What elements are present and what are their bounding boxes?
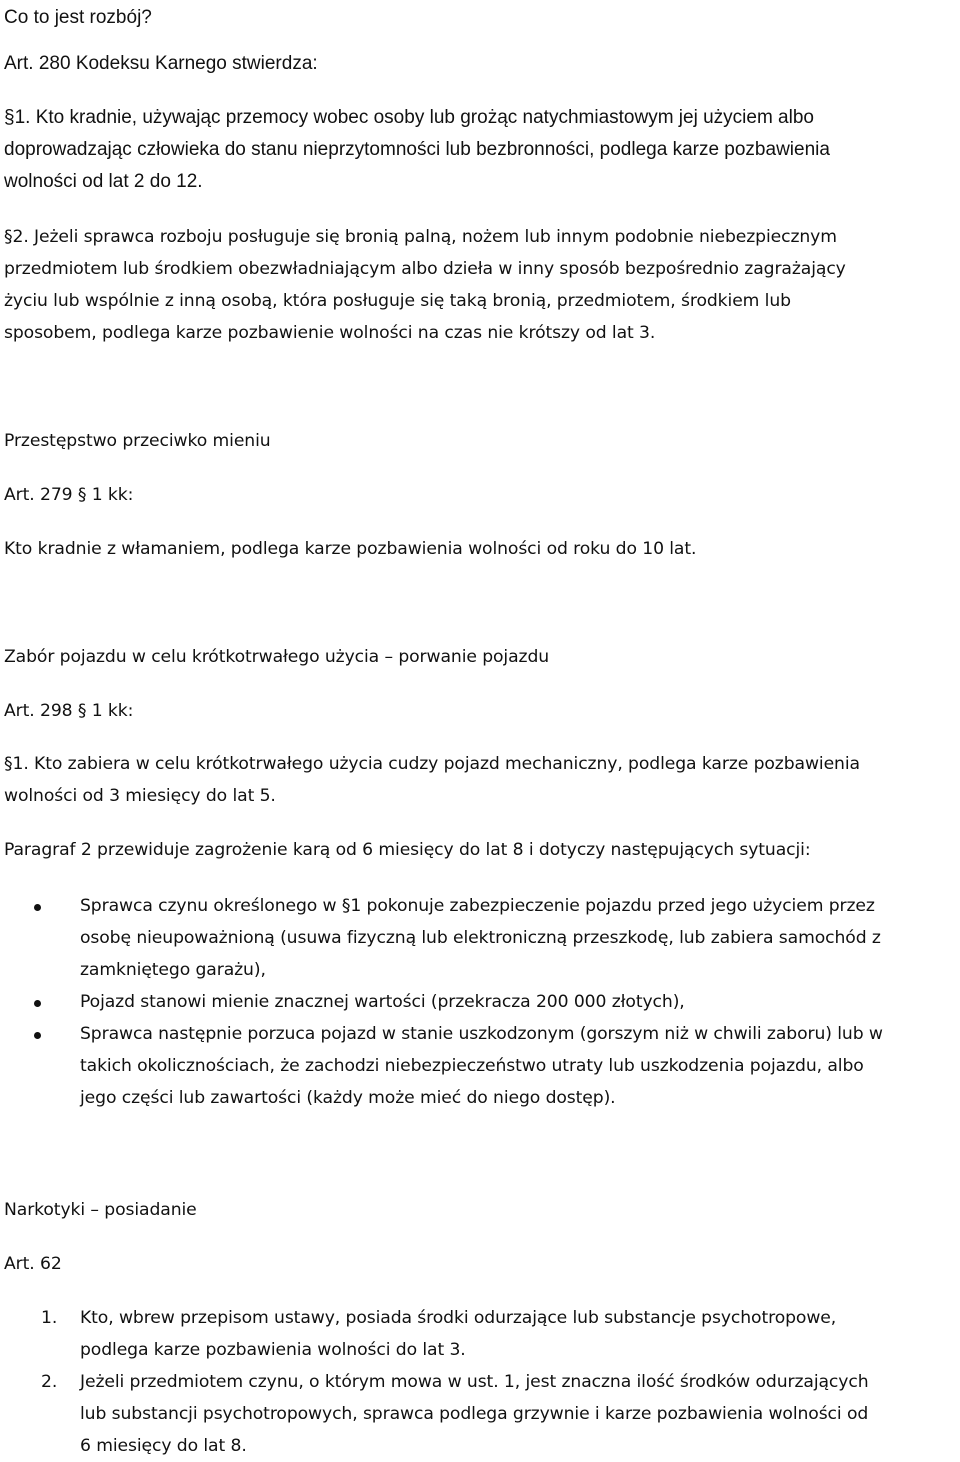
article-62-reference: Art. 62 [4,1254,62,1274]
list-item [4,986,960,1018]
list-item [4,1366,960,1462]
article-298-paragraph-1 [4,748,860,812]
article-279-reference: Art. 279 § 1 kk: [4,485,134,505]
article-279-text: Kto kradnie z włamaniem, podlega karze pozbawienia wolności od roku do 10 lat. [4,539,697,559]
text-line: przedmiotem lub środkiem obezwładniającym albo dzieła w inny sposób bezpośrednio zagrażający [4,259,846,279]
article-62-list [4,1302,960,1462]
text-line: podlega karze pozbawienia wolności do lat 3. [80,1340,466,1360]
text-line: życiu lub wspólnie z inną osobą, która posługuje się taką bronią, przedmiotem, środkiem lub [4,291,791,311]
text-line: jego części lub zawartości (każdy może mieć do niego dostęp). [80,1088,616,1108]
article-298-reference: Art. 298 § 1 kk: [4,701,134,721]
bullet-icon [34,904,41,911]
text-line: Jeżeli przedmiotem czynu, o którym mowa w ust. 1, jest znaczna ilość środków odurzających [80,1372,869,1392]
text-line: wolności od 3 miesięcy do lat 5. [4,786,276,806]
text-line: §2. Jeżeli sprawca rozboju posługuje się bronią palną, nożem lub innym podobnie niebezpiecznym [4,227,837,247]
article-280-paragraph-1 [4,102,830,198]
text-line: Kto, wbrew przepisom ustawy, posiada środki odurzające lub substancje psychotropowe, [80,1308,837,1328]
list-item [4,890,960,986]
list-number: 2. [41,1372,58,1392]
bullet-icon [34,1000,41,1007]
text-line: takich okolicznościach, że zachodzi niebezpieczeństwo utraty lub uszkodzenia pojazdu, albo [80,1056,864,1076]
text-line: 6 miesięcy do lat 8. [80,1436,247,1456]
text-line: zamkniętego garażu), [80,960,266,980]
text-line: doprowadzając człowieka do stanu nieprzytomności lub bezbronności, podlega karze pozbawienia [4,139,830,160]
vehicle-conditions-list [4,890,960,1114]
drugs-heading: Narkotyki – posiadanie [4,1200,197,1220]
text-line: Pojazd stanowi mienie znacznej wartości (przekracza 200 000 złotych), [80,992,685,1012]
text-line: lub substancji psychotropowych, sprawca podlega grzywnie i karze pozbawienia wolności od [80,1404,869,1424]
vehicle-heading: Zabór pojazdu w celu krótkotrwałego użycia – porwanie pojazdu [4,647,550,667]
text-line: Sprawca czynu określonego w §1 pokonuje zabezpieczenie pojazdu przed jego użyciem przez [80,896,875,916]
text-line: osobę nieupoważnioną (usuwa fizyczną lub elektroniczną przeszkodę, lub zabiera samochód z [80,928,881,948]
article-280-reference: Art. 280 Kodeksu Karnego stwierdza: [4,53,318,74]
article-280-paragraph-2 [4,221,846,349]
list-number: 1. [41,1308,58,1328]
text-line: §1. Kto kradnie, używając przemocy wobec osoby lub grożąc natychmiastowym jej użyciem albo [4,107,814,128]
question-heading: Co to jest rozbój? [4,7,152,28]
property-crime-heading: Przestępstwo przeciwko mieniu [4,431,271,451]
list-item [4,1302,960,1366]
text-line: §1. Kto zabiera w celu krótkotrwałego użycia cudzy pojazd mechaniczny, podlega karze pozbawienia [4,754,860,774]
text-line: wolności od lat 2 do 12. [4,171,203,192]
article-298-paragraph-2: Paragraf 2 przewiduje zagrożenie karą od 6 miesięcy do lat 8 i dotyczy następujących sytuacji: [4,840,811,860]
bullet-icon [34,1032,41,1039]
list-item [4,1018,960,1114]
text-line: Sprawca następnie porzuca pojazd w stanie uszkodzonym (gorszym niż w chwili zaboru) lub w [80,1024,883,1044]
text-line: sposobem, podlega karze pozbawienie wolności na czas nie krótszy od lat 3. [4,323,656,343]
